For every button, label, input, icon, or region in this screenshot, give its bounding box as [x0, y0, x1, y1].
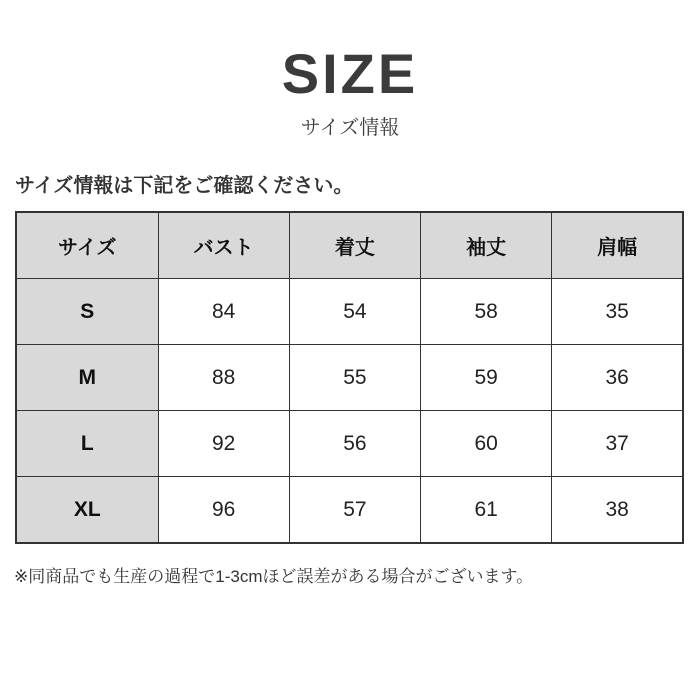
page-title: SIZE: [281, 42, 419, 105]
size-cell: XL: [16, 477, 158, 544]
page-subtitle: サイズ情報: [300, 117, 400, 139]
sleeve-cell: 60: [421, 411, 552, 477]
sleeve-cell: 58: [421, 279, 552, 345]
shoulder-cell: 35: [552, 279, 683, 345]
header-cell-length: 着丈: [289, 212, 420, 279]
size-cell: L: [16, 411, 158, 477]
length-cell: 57: [289, 477, 420, 544]
length-cell: 54: [289, 279, 420, 345]
header-cell-bust: バスト: [158, 212, 289, 279]
lead-text: サイズ情報は下記をご確認ください。: [15, 175, 354, 197]
note-text: ※同商品でも生産の過程で1-3cmほど誤差がある場合がございます。: [14, 567, 534, 586]
length-cell: 55: [289, 345, 420, 411]
bust-cell: 92: [158, 411, 289, 477]
bust-cell: 88: [158, 345, 289, 411]
shoulder-cell: 38: [552, 477, 683, 544]
table-row-l: [16, 411, 683, 477]
shoulder-cell: 36: [552, 345, 683, 411]
bust-cell: 84: [158, 279, 289, 345]
shoulder-cell: 37: [552, 411, 683, 477]
title-block: [0, 0, 700, 142]
header-cell-size: サイズ: [16, 212, 158, 279]
header-cell-shoulder: 肩幅: [552, 212, 683, 279]
table-row-m: [16, 345, 683, 411]
size-cell: M: [16, 345, 158, 411]
header-cell-sleeve: 袖丈: [421, 212, 552, 279]
size-table: [15, 211, 684, 544]
table-row-xl: [16, 477, 683, 544]
bust-cell: 96: [158, 477, 289, 544]
sleeve-cell: 59: [421, 345, 552, 411]
size-cell: S: [16, 279, 158, 345]
sleeve-cell: 61: [421, 477, 552, 544]
table-row-s: [16, 279, 683, 345]
table-header-row: [16, 212, 683, 279]
length-cell: 56: [289, 411, 420, 477]
